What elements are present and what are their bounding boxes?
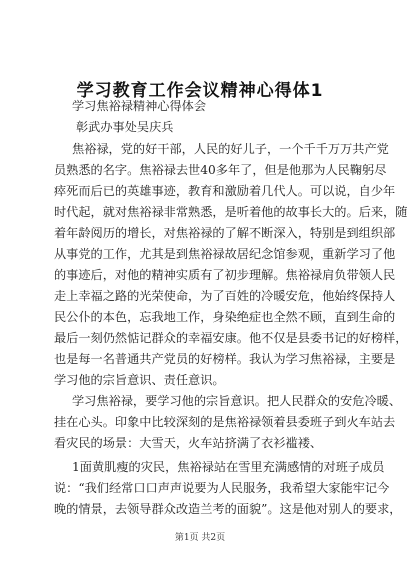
paragraph-line: 瘁死而后已的英雄事迹，教育和激励着几代人。可以说，自少年 [54,184,396,198]
paragraph-line: 1面黄肌瘦的灾民，焦裕禄站在雪里充满感情的对班子成员 [72,460,385,474]
paragraph-line: 时代起，就对焦裕禄非常熟悉，是听着他的故事长大的。后来，随 [54,205,407,219]
author-line: 彰武办事处吴庆兵 [76,120,174,134]
paragraph-line: 的事迹后，对他的精神实质有了初步理解。焦裕禄肩负带领人民 [54,268,396,282]
paragraph-line: 说：“我们经常口口声声说要为人民服务，我希望大家能牢记今 [54,481,390,495]
subtitle-line: 学习焦裕禄精神心得体会 [72,99,207,113]
paragraph-line: 最后一刻仍然惦记群众的幸福安康。他不仅是县委书记的好榜样， [54,331,407,345]
paragraph-line: 民公仆的本色，忘我地工作，身染绝症也全然不顾，直到生命的 [54,310,396,324]
paragraph-line: 看灾民的场景：大雪天，火车站挤满了衣衫褴褛、 [54,436,323,450]
page-number-footer: 第1页 共2页 [174,533,226,543]
paragraph-line: 员熟悉的名字。焦裕禄去世40多年了，但是他那为人民鞠躬尽 [54,163,387,177]
paragraph-line: 着年龄阅历的增长，对焦裕禄的了解不断深入，特别是到组织部 [54,226,396,240]
paragraph-line: 焦裕禄，党的好干部，人民的好儿子，一个千千万万共产党 [72,142,389,156]
document-title: 学习教育工作会议精神心得体1 [76,81,324,101]
paragraph-line: 走上幸福之路的光荣使命，为了百姓的冷暖安危，他始终保持人 [54,289,396,303]
paragraph-line: 挂在心头。印象中比较深刻的是焦裕禄领着县委班子到火车站去 [54,415,396,429]
paragraph-line: 晚的情景，去领导群众改造兰考的面貌”。这是他对别人的要求， [54,502,402,516]
paragraph-line: 学习他的宗旨意识、责任意识。 [54,373,225,387]
paragraph-line: 也是每一名普通共产党员的好榜样。我认为学习焦裕禄，主要是 [54,352,396,366]
paragraph-line: 学习焦裕禄，要学习他的宗旨意识。把人民群众的安危冷暖、 [72,394,402,408]
paragraph-line: 从事党的工作，尤其是到焦裕禄故居纪念馆参观，重新学习了他 [54,247,396,261]
